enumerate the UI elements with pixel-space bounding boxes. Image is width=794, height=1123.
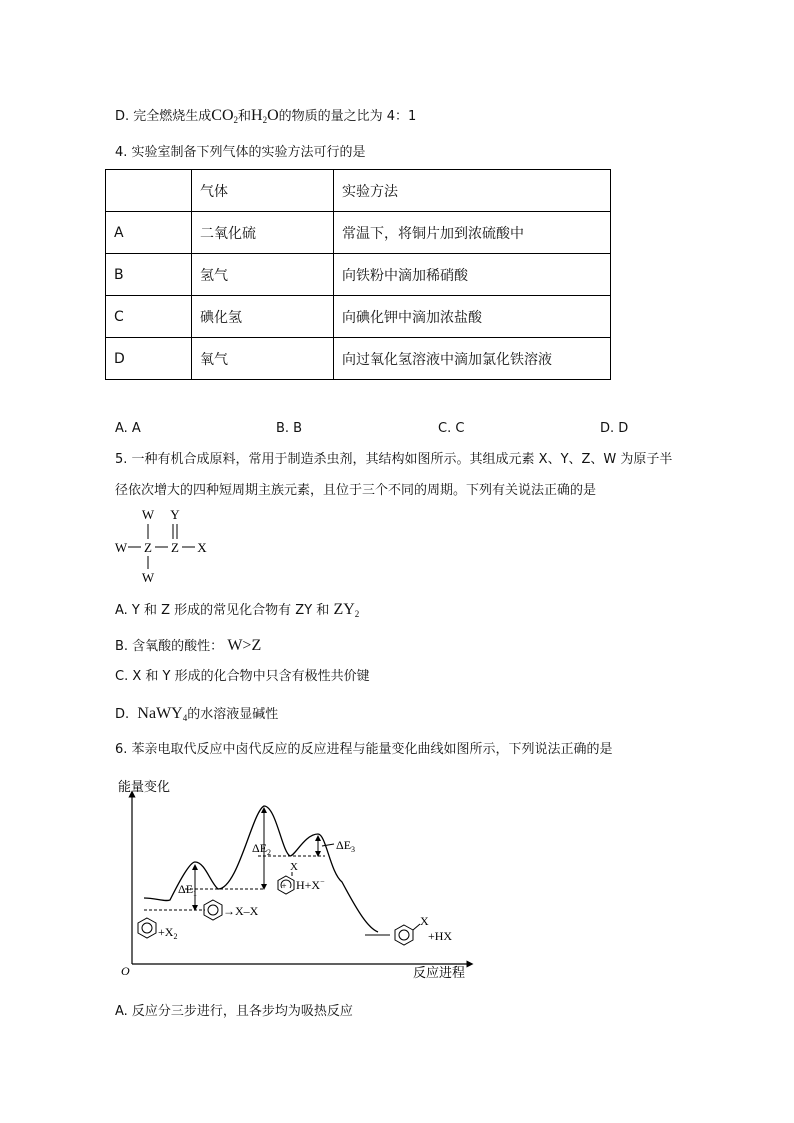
q4-stem: 4. 实验室制备下列气体的实验方法可行的是 <box>115 145 366 160</box>
q4-option-a: A. A <box>115 421 141 436</box>
y-axis-label: 能量变化 <box>118 780 171 795</box>
svg-text:ΔE3: $\Delta E_3$ <box>336 838 356 854</box>
svg-text:→X–X: →X–X <box>223 904 259 918</box>
table-row <box>106 212 611 254</box>
q3-option-d: D. 完全燃烧生成$CO_2$和$H_2O$的物质的量之比为 4：1 <box>115 107 417 125</box>
atom-y-top: Y <box>170 507 180 522</box>
atom-z-2: Z <box>171 540 179 555</box>
origin-label: O <box>121 964 130 978</box>
q5-option-a: A. Y 和 Z 形成的常见化合物有 ZY 和 $ZY_2$ <box>115 601 360 619</box>
atom-z-1: Z <box>144 540 152 555</box>
table-cell: 碘化氢 <box>192 296 334 338</box>
x-axis-label: 反应进程 <box>413 966 466 981</box>
svg-text:X: X <box>290 861 298 873</box>
q4-option-c: C. C <box>438 421 465 436</box>
table-cell: B <box>106 254 192 296</box>
svg-text:+: + <box>281 881 287 891</box>
table-row <box>106 254 611 296</box>
bond-lines <box>128 524 195 569</box>
atom-w-top: W <box>141 507 155 522</box>
q4-table <box>105 169 611 380</box>
energy-diagram <box>110 772 480 982</box>
table-cell: 向碘化钾中滴加浓盐酸 <box>334 296 611 338</box>
q6-stem: 6. 苯亲电取代反应中卤代反应的反应进程与能量变化曲线如图所示，下列说法正确的是 <box>115 742 613 757</box>
h2o-formula: $H_2O$ <box>251 107 279 125</box>
table-cell: D <box>106 338 192 380</box>
benzene-complex-icon <box>204 900 222 920</box>
q6-option-a: A. 反应分三步进行，且各步均为吸热反应 <box>115 1004 353 1019</box>
atom-w-bottom: W <box>141 570 155 585</box>
benzene-product-icon <box>395 925 413 945</box>
atom-x-right: X <box>197 540 207 555</box>
table-cell: C <box>106 296 192 338</box>
q4-option-b: B. B <box>276 421 303 436</box>
energy-curve <box>144 806 378 932</box>
q5-structure-diagram <box>110 505 220 587</box>
q5-stem-line1: 5. 一种有机合成原料，常用于制造杀虫剂，其结构如图所示。其组成元素 X、Y、Z、W 为原子半 <box>115 452 673 467</box>
table-cell: 向铁粉中滴加稀硝酸 <box>334 254 611 296</box>
svg-text:ΔE1: $\Delta E_1$ <box>178 882 198 898</box>
table-cell: 向过氧化氢溶液中滴加氯化铁溶液 <box>334 338 611 380</box>
svg-text:+HX: +HX <box>428 929 453 943</box>
q5-option-d: D. NaWY$_4$的水溶液显碱性 <box>115 705 279 723</box>
table-cell: 常温下，将铜片加到浓硫酸中 <box>334 212 611 254</box>
co2-formula: $CO_2$ <box>211 107 239 125</box>
table-header-row <box>106 170 611 212</box>
table-header-cell: 实验方法 <box>334 170 611 212</box>
benzene-reactant-icon <box>138 918 156 938</box>
svg-text:ΔE2: $\Delta E_2$ <box>252 841 272 857</box>
table-header-cell <box>106 170 192 212</box>
table-cell: A <box>106 212 192 254</box>
q4-option-d: D. D <box>600 421 629 436</box>
table-cell: 氢气 <box>192 254 334 296</box>
q5-stem-line2: 径依次增大的四种短周期主族元素，且位于三个不同的周期。下列有关说法正确的是 <box>115 483 597 498</box>
table-cell: 氧气 <box>192 338 334 380</box>
svg-text:X: X <box>420 914 429 928</box>
table-header-cell: 气体 <box>192 170 334 212</box>
table-row <box>106 296 611 338</box>
svg-text:+X2: $+X_2$ <box>158 925 178 941</box>
atom-w-left: W <box>114 540 128 555</box>
table-row <box>106 338 611 380</box>
svg-text:H+X−: H+X− <box>296 877 325 892</box>
table-cell: 二氧化硫 <box>192 212 334 254</box>
q5-option-c: C. X 和 Y 形成的化合物中只含有极性共价键 <box>115 669 370 684</box>
q5-option-b: B. 含氧酸的酸性： W>Z <box>115 637 262 654</box>
